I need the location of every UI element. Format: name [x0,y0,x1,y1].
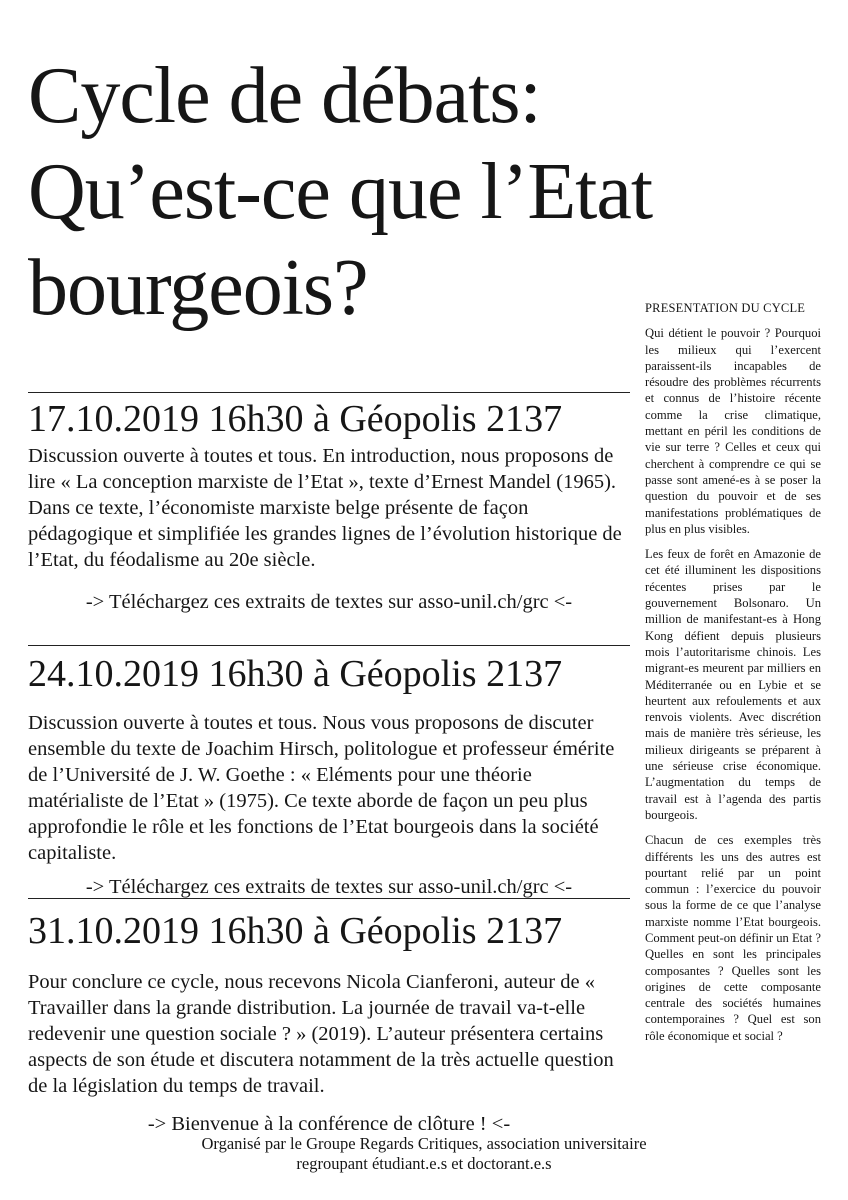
session-3 [28,898,630,1137]
footer-line: regroupant étudiant.e.s et doctorant.e.s [296,1154,552,1173]
sidebar-paragraph: Chacun de ces exemples très différents les uns des autres est pourtant relié par un point commun : l’exercice du pouvoir sous la forme de ce que l’analyse marxiste nomme l’Etat bourgeois. Comment peut-on définir un Etat ? Quelles en sont les principales composantes ? Quelles sont les origines de cette composante centrale des sociétés humaines contemporaines ? Quel est son rôle économique et social ? [645,833,821,1043]
sidebar-heading: PRESENTATION DU CYCLE [645,301,806,315]
session-heading: 31.10.2019 16h30 à Géopolis 2137 [28,910,563,952]
session-description: Discussion ouverte à toutes et tous. En introduction, nous proposons de lire « La conception marxiste de l’Etat », texte d’Ernest Mandel (1965). Dans ce texte, l’économiste marxiste belge présente de façon pédagogique et simplifiée les grandes lignes de l’évolution historique de l’Etat, du féodalisme au 20e siècle. [28,445,622,571]
sidebar-paragraph: Les feux de forêt en Amazonie de cet été illuminent les dispositions récentes prises par le gouvernement Bolsonaro. Un million de manifestant-es à Hong Kong défient depuis plusieurs mois l’autoritarisme chinois. Les migrant-es meurent par milliers en Méditerranée ou en Lybie et se heurtent aux refoulements et aux renvois violents. Avec discrétion mais de manière très sérieuse, les milieux dirigeants se préparent à une sérieuse crise économique. L’augmentation du temps de travail est à l’agenda des partis bourgeois. [645,547,821,822]
cycle-presentation [645,300,821,1053]
organizer-footer [60,1134,788,1174]
session-description: Pour conclure ce cycle, nous recevons Nicola Cianferoni, auteur de « Travailler dans la grande distribution. La journée de travail va-t-elle redevenir une question sociale ? » (2019). L’auteur présentera certains aspects de son étude et discutera notamment de la très actuelle question de la législation du temps de travail. [28,971,614,1097]
session-heading: 24.10.2019 16h30 à Géopolis 2137 [28,653,563,695]
session-divider [28,898,630,899]
download-link-text: -> Téléchargez ces extraits de textes sur asso-unil.ch/grc <- [85,591,573,613]
download-link-text: -> Téléchargez ces extraits de textes sur asso-unil.ch/grc <- [85,876,573,898]
poster-title-line: bourgeois? [28,244,368,332]
poster-title-line: Qu’est-ce que l’Etat [28,148,653,236]
session-description: Discussion ouverte à toutes et tous. Nous vous proposons de discuter ensemble du texte de Joachim Hirsch, politologue et professeur émérite de l’Université de J. W. Goethe : « Eléments pour une théorie matérialiste de l’Etat » (1975). Ce texte aborde de façon un peu plus approfondie le rôle et les fonctions de l’Etat bourgeois dans la société capitaliste. [28,712,615,864]
sidebar-paragraph: Qui détient le pouvoir ? Pourquoi les milieux qui l’exercent paraissent-ils incapables de résoudre des problèmes récurrents et connus de l’histoire récente comme la crise climatique, mettant en péril les conditions de vie sur terre ? Celles et ceux qui cherchent à comprendre ce qui se passe sont amené-es à se poser la question du pouvoir et de ses manifestations problématiques de plus en plus visibles. [645,326,821,536]
session-heading: 17.10.2019 16h30 à Géopolis 2137 [28,398,563,440]
poster-title [28,48,788,336]
session-divider [28,645,630,646]
closing-note: -> Bienvenue à la conférence de clôture ! <- [147,1113,511,1135]
session-divider [28,392,630,393]
footer-line: Organisé par le Groupe Regards Critiques, association universitaire [201,1134,647,1153]
session-2 [28,645,630,900]
poster-title-line: Cycle de débats: [28,52,541,140]
session-1 [28,392,630,615]
